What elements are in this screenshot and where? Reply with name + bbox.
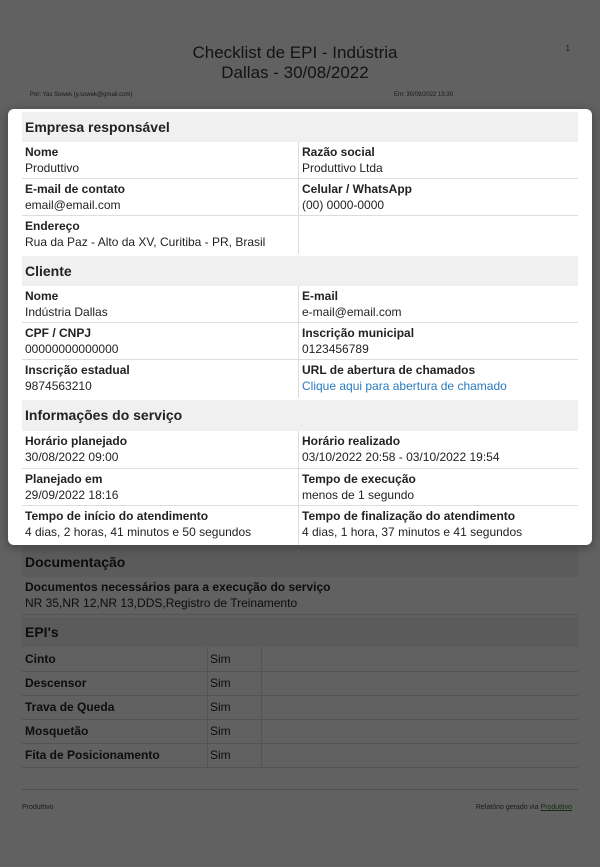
empresa-email-label: E-mail de contato (25, 182, 126, 196)
empresa-heading: Empresa responsável (22, 112, 578, 142)
servico-pe-label: Planejado em (25, 472, 103, 486)
cliente-nome-cell (22, 286, 299, 323)
servico-column-divider (298, 431, 299, 545)
empresa-nome-value: Produttivo (25, 161, 80, 175)
servico-tf-cell (299, 506, 578, 544)
servico-hp-value: 30/08/2022 09:00 (25, 450, 119, 464)
cliente-heading: Cliente (22, 256, 578, 286)
empresa-nome-cell (22, 142, 299, 179)
servico-ti-cell (22, 506, 299, 544)
empresa-razao-cell (299, 142, 578, 179)
empresa-celular-value: (00) 0000-0000 (302, 198, 385, 212)
highlight-card (8, 109, 592, 545)
abrir-chamado-link[interactable]: Clique aqui para abertura de chamado (302, 379, 507, 393)
servico-hp-label: Horário planejado (25, 434, 128, 448)
cliente-cpf-label: CPF / CNPJ (25, 326, 92, 340)
cliente-email-cell (299, 286, 578, 323)
empresa-celular-label: Celular / WhatsApp (302, 182, 413, 196)
empresa-razao-label: Razão social (302, 145, 375, 159)
empresa-endereco-value: Rua da Paz - Alto da XV, Curitiba - PR, Brasil (25, 235, 266, 249)
servico-hr-cell (299, 431, 578, 469)
cliente-insc-mun-label: Inscrição municipal (302, 326, 415, 340)
empresa-razao-value: Produttivo Ltda (302, 161, 383, 175)
empresa-endereco-label: Endereço (25, 219, 80, 233)
empresa-endereco-cell (22, 216, 299, 254)
empresa-nome-label: Nome (25, 145, 59, 159)
empresa-email-cell (22, 179, 299, 216)
servico-tf-label: Tempo de finalização do atendimento (302, 509, 516, 523)
servico-heading: Informações do serviço (22, 400, 578, 431)
cliente-insc-est-label: Inscrição estadual (25, 363, 130, 377)
cliente-nome-label: Nome (25, 289, 59, 303)
cliente-url-cell (299, 360, 578, 398)
cliente-insc-mun-cell (299, 323, 578, 360)
cliente-insc-est-value: 9874563210 (25, 379, 92, 393)
empresa-celular-cell (299, 179, 578, 216)
empresa-column-divider (298, 142, 299, 254)
servico-tf-value: 4 dias, 1 hora, 37 minutos e 41 segundos (302, 525, 523, 539)
cliente-cpf-value: 00000000000000 (25, 342, 119, 356)
empresa-email-value: email@email.com (25, 198, 121, 212)
servico-pe-cell (22, 469, 299, 506)
cliente-insc-est-cell (22, 360, 299, 398)
servico-te-cell (299, 469, 578, 506)
servico-hr-value: 03/10/2022 20:58 - 03/10/2022 19:54 (302, 450, 500, 464)
servico-hp-cell (22, 431, 299, 469)
cliente-nome-value: Indústria Dallas (25, 305, 108, 319)
servico-pe-value: 29/09/2022 18:16 (25, 488, 119, 502)
servico-hr-label: Horário realizado (302, 434, 401, 448)
servico-ti-value: 4 dias, 2 horas, 41 minutos e 50 segundos (25, 525, 252, 539)
servico-te-value: menos de 1 segundo (302, 488, 415, 502)
cliente-email-value: e-mail@email.com (302, 305, 402, 319)
cliente-cpf-cell (22, 323, 299, 360)
cliente-url-label: URL de abertura de chamados (302, 363, 476, 377)
cliente-email-label: E-mail (302, 289, 339, 303)
cliente-column-divider (298, 286, 299, 398)
servico-te-label: Tempo de execução (302, 472, 416, 486)
cliente-insc-mun-value: 0123456789 (302, 342, 369, 356)
servico-ti-label: Tempo de início do atendimento (25, 509, 209, 523)
